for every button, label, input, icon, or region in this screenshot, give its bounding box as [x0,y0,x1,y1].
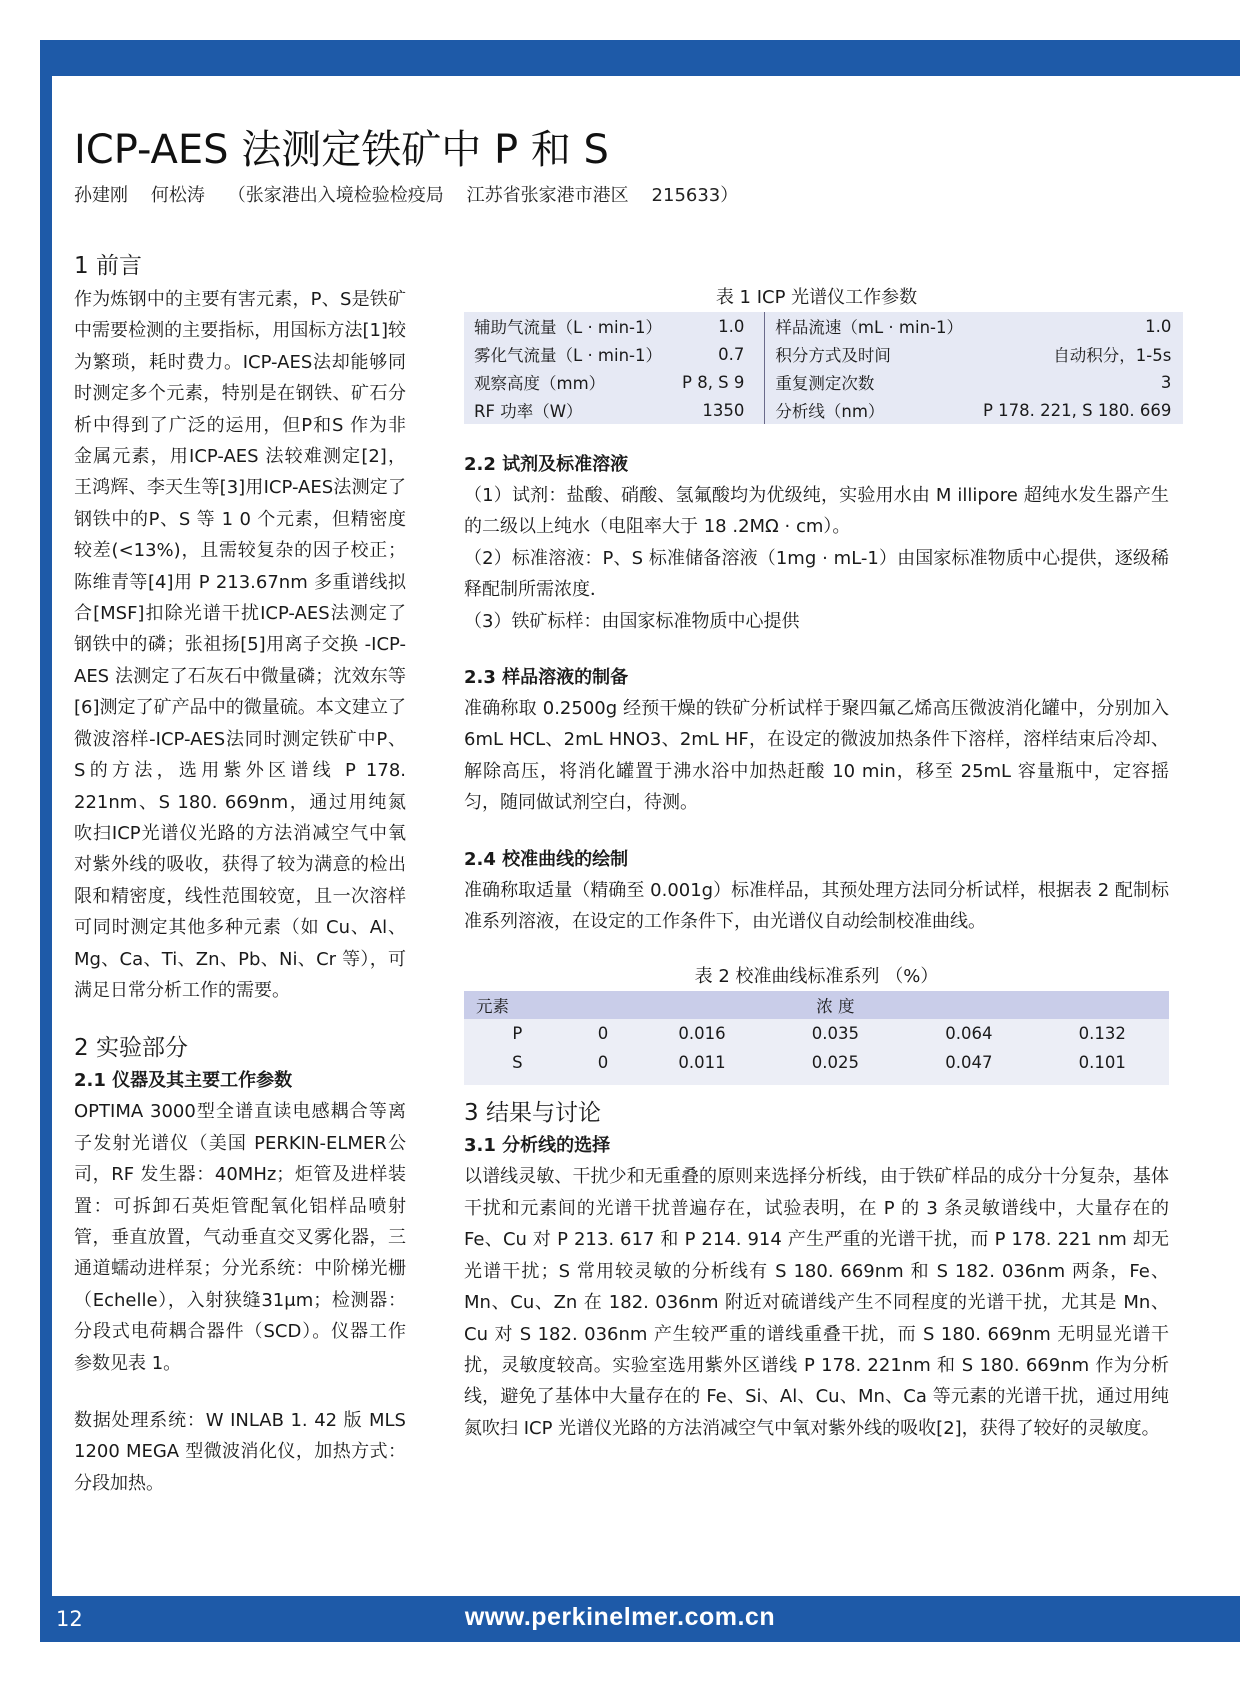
footer-website-link[interactable]: www.perkinelmer.com.cn [464,1603,776,1631]
article-authors: 孙建刚 何松涛 （张家港出入境检验检疫局 江苏省张家港市港区 215633） [74,185,739,206]
section-2-2-item-1: （1）试剂：盐酸、硝酸、氢氟酸均为优级纯，实验用水由 M illipore 超纯水发生器产生的二级以上纯水（电阻率大于 18 .2MΩ · cm）。 [464,485,1169,538]
table-row [464,396,1183,424]
right-column [464,284,1172,1444]
table-row [464,1048,1169,1085]
table-cell: 0.7 [672,340,765,368]
section-2-1-heading: 2.1 仪器及其主要工作参数 [74,1070,293,1092]
table-cell: P 8, S 9 [672,368,765,396]
table-cell: 雾化气流量（L · min-1） [474,346,662,365]
table-2-caption: 表 2 校准曲线标准系列 （%） [694,966,939,988]
section-2-4-body: 准确称取适量（精确至 0.001g）标准样品，其预处理方法同分析试样，根据表 2 配制标准系列溶液，在设定的工作条件下，由光谱仪自动绘制校准曲线。 [464,879,1169,933]
table-cell: 观察高度（mm） [474,374,606,393]
table-row [464,312,1183,340]
table-cell: 0.132 [1078,1024,1126,1044]
table-cell: 0.101 [1078,1053,1126,1073]
section-3-1-body: 以谱线灵敏、干扰少和无重叠的原则来选择分析线，由于铁矿样品的成分十分复杂，基体干扰和元素间的光谱干扰普遍存在，试验表明，在 P 的 3 条灵敏谱线中，大量存在的 Fe、Cu 对 P 213. 617 和 P 214. 914 产生严重的光谱干扰，而 P 178. 221 nm 却无光谱干扰；S 常用较灵敏的分析线有 S 180. 669nm 和 S 182. 036nm 两条，Fe、Mn、Cu、Zn 在 182. 036nm 附近对硫谱线产生不同程度的光谱干扰，尤其是 Mn、Cu 对 S 182. 036nm 产生较严重的谱线重叠干扰，而 S 180. 669nm 无明显光谱干扰，灵敏度较高。实验室选用紫外区谱线 P 178. 221nm 和 S 180. 669nm 作为分析线，避免了基体中大量存在的 Fe、Si、Al、Cu、Mn、Ca 等元素的光谱干扰，通过用纯氮吹扫 ICP 光谱仪光路的方法消减空气中氧对紫外线的吸收[2]，获得了较好的灵敏度。 [464,1166,1169,1439]
table-row [464,1019,1169,1048]
section-1-body: 作为炼钢中的主要有害元素，P、S是铁矿中需要检测的主要指标，用国标方法[1]较为繁琐，耗时费力。ICP-AES法却能够同时测定多个元素，特别是在钢铁、矿石分析中得到了广泛的运用，但P和S 作为非金属元素，用ICP-AES 法较难测定[2]，王鸿辉、李天生等[3]用ICP-AES法测定了钢铁中的P、S 等 1 0 个元素，但精密度较差(<13%)，且需较复杂的因子校正；陈维青等[4]用 P 213.67nm 多重谱线拟合[MSF]扣除光谱干扰ICP-AES法测定了钢铁中的磷；张祖扬[5]用离子交换 -ICP-AES 法测定了石灰石中微量磷；沈效东等[6]测定了矿产品中的微量硫。本文建立了微波溶样-ICP-AES法同时测定铁矿中P、S的方法，选用紫外区谱线 P 178. 221nm、S 180. 669nm，通过用纯氮吹扫ICP光谱仪光路的方法消减空气中氧对紫外线的吸收，获得了较为满意的检出限和精密度，线性范围较宽，且一次溶样可同时测定其他多种元素（如 Cu、Al、Mg、Ca、Ti、Zn、Pb、Ni、Cr 等），可满足日常分析工作的需要。 [74,289,406,1001]
article-title: ICP-AES 法测定铁矿中 P 和 S [74,127,609,173]
section-2-2-item-2: （2）标准溶液：P、S 标准储备溶液（1mg · mL-1）由国家标准物质中心提供，逐级稀释配制所需浓度． [464,547,1169,601]
table-cell: 0.064 [945,1024,993,1044]
table-cell: 积分方式及时间 [775,346,891,365]
table-row [464,340,1183,368]
section-2-1-body-2: 数据处理系统：W INLAB 1. 42 版 MLS 1200 MEGA 型微波消化仪，加热方式：分段加热。 [74,1410,406,1494]
table-cell: 0.047 [945,1053,993,1073]
table-cell: 0 [597,1053,609,1073]
table-cell: 分析线（nm） [775,402,885,421]
table-cell: 0.035 [811,1024,860,1044]
table-cell: 0.011 [678,1053,726,1073]
table-1-caption: 表 1 ICP 光谱仪工作参数 [715,287,918,308]
header-band [40,40,1240,76]
section-1-heading: 1 前言 [74,253,142,279]
table-cell: 3 [1160,372,1172,392]
table-cell: S [512,1053,523,1073]
table-cell: 0.016 [678,1024,726,1044]
table-header-row [464,991,1169,1019]
section-3-heading: 3 结果与讨论 [464,1100,601,1127]
table-cell: 1350 [672,396,765,424]
table-1 [464,312,1183,424]
column-header-element: 元素 [464,991,571,1019]
table-cell: 0 [597,1024,609,1044]
section-2-2-heading: 2.2 试剂及标准溶液 [464,454,629,475]
table-cell: 1.0 [672,312,765,340]
left-column [74,250,406,1499]
table-cell: 自动积分，1-5s [1053,346,1172,365]
table-cell: 0.025 [811,1053,860,1073]
section-2-1-body: OPTIMA 3000型全谱直读电感耦合等离子发射光谱仪（美国 PERKIN-ELMER公司，RF 发生器：40MHz；炬管及进样装置：可拆卸石英炬管配氧化铝样品喷射管，垂直放置，气动垂直交叉雾化器，三通道蠕动进样泵；分光系统：中阶梯光栅（Echelle），入射狭缝31μm；检测器：分段式电荷耦合器件（SCD）。仪器工作参数见表 1。 [74,1101,406,1374]
page-number: 12 [56,1607,83,1631]
section-2-3-body: 准确称取 0.2500g 经预干燥的铁矿分析试样于聚四氟乙烯高压微波消化罐中，分别加入 6mL HCL、2mL HNO3、2mL HF，在设定的微波加热条件下溶样，溶样结束后冷却、解除高压，将消化罐置于沸水浴中加热赶酸 10 min，移至 25mL 容量瓶中，定容摇匀，随同做试剂空白，待测。 [464,698,1169,814]
table-cell: P 178. 221, S 180. 669 [982,400,1172,420]
section-2-heading: 2 实验部分 [74,1035,188,1062]
column-header-concentration: 浓 度 [769,991,902,1019]
left-margin-band [40,40,52,1642]
table-cell: 辅助气流量（L · min-1） [474,318,662,337]
table-2 [464,991,1169,1085]
table-row [464,368,1183,396]
table-cell: RF 功率（W） [474,402,583,421]
table-cell: 1.0 [1145,316,1172,336]
section-2-3-heading: 2.3 样品溶液的制备 [464,667,629,689]
table-cell: P [512,1024,523,1044]
table-cell: 样品流速（mL · min-1） [775,318,963,337]
section-2-4-heading: 2.4 校准曲线的绘制 [464,848,629,870]
table-cell: 重复测定次数 [775,374,875,393]
section-3-1-heading: 3.1 分析线的选择 [464,1135,611,1157]
section-2-2-item-3: （3）铁矿标样：由国家标准物质中心提供 [464,610,800,632]
